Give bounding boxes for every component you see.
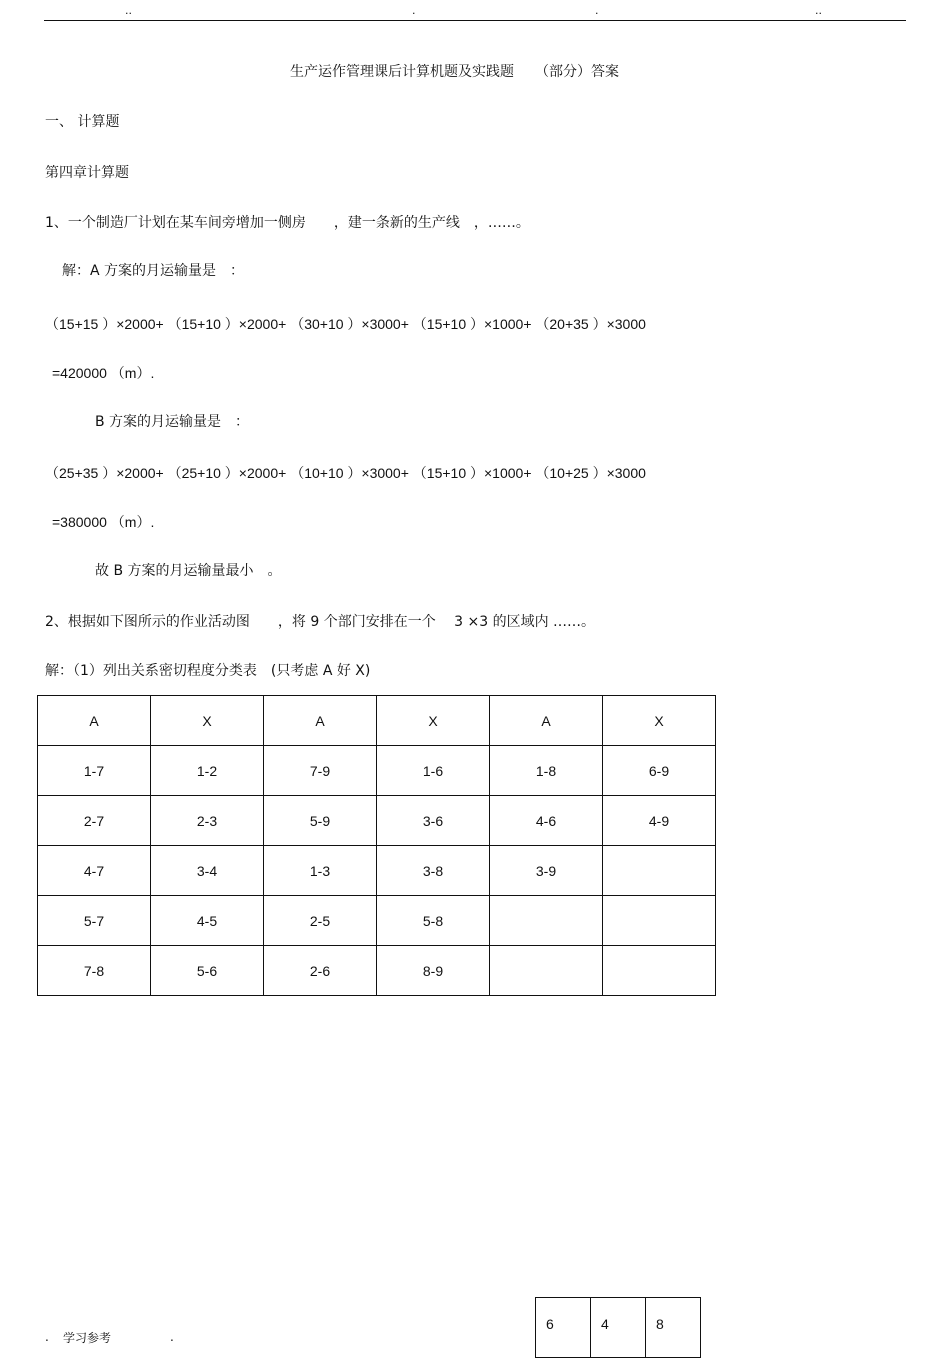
section-heading: 一、 计算题 — [45, 114, 120, 130]
q1-solution-b-result: =380000 （m）. — [52, 514, 155, 530]
q1-solution-b-label: B 方案的月运输量是 ： — [95, 414, 250, 430]
table-cell: 6-9 — [603, 746, 716, 796]
table-cell: 4-9 — [603, 796, 716, 846]
footer-text: 学习参考 — [63, 1331, 112, 1345]
table-cell: 4-6 — [490, 796, 603, 846]
q1-conclusion: 故 B 方案的月运输量最小 。 — [95, 563, 282, 579]
table-header-cell: A — [490, 696, 603, 746]
table-cell: 2-7 — [38, 796, 151, 846]
header-rule — [44, 20, 906, 21]
q1-statement: 1、一个制造厂计划在某车间旁增加一侧房 ，建一条新的生产线 ，……。 — [45, 215, 530, 231]
table-header-cell: X — [151, 696, 264, 746]
header-mark-3: . — [595, 4, 599, 17]
q1-solution-a-result: =420000 （m）. — [52, 365, 155, 381]
table-cell: 3-9 — [490, 846, 603, 896]
table-cell: 7-9 — [264, 746, 377, 796]
document-title: 生产运作管理课后计算机题及实践题 （部分）答案 — [290, 64, 619, 80]
chapter-heading: 第四章计算题 — [45, 165, 129, 181]
header-mark-1: .. — [125, 4, 132, 17]
table-cell: 5-7 — [38, 896, 151, 946]
table-row — [38, 946, 716, 996]
department-layout-grid — [535, 1297, 701, 1358]
table-cell: 1-6 — [377, 746, 490, 796]
q2-statement: 2、根据如下图所示的作业活动图 ，将 9 个部门安排在一个 3 ×3 的区域内 ……。 — [45, 614, 596, 630]
layout-row — [536, 1298, 701, 1358]
table-cell: 4-5 — [151, 896, 264, 946]
table-row — [38, 746, 716, 796]
table-cell — [603, 846, 716, 896]
q1-solution-a-label: 解：A 方案的月运输量是 ： — [62, 263, 245, 279]
layout-cell: 8 — [646, 1298, 701, 1358]
table-row — [38, 896, 716, 946]
table-cell: 7-8 — [38, 946, 151, 996]
table-header-cell: A — [264, 696, 377, 746]
layout-cell: 4 — [591, 1298, 646, 1358]
table-cell: 3-6 — [377, 796, 490, 846]
header-mark-4: .. — [815, 4, 822, 17]
layout-cell: 6 — [536, 1298, 591, 1358]
table-cell — [603, 896, 716, 946]
table-cell — [603, 946, 716, 996]
table-cell: 1-2 — [151, 746, 264, 796]
table-cell: 3-8 — [377, 846, 490, 896]
relationship-table — [37, 695, 716, 996]
footer-right-mark: . — [170, 1330, 174, 1344]
table-cell: 5-8 — [377, 896, 490, 946]
q1-solution-a-expression: （15+15 ）×2000+ （15+10 ）×2000+ （30+10 ）×3000+ （15+10 ）×1000+ （20+35 ）×3000 — [45, 316, 646, 332]
q1-solution-b-expression: （25+35 ）×2000+ （25+10 ）×2000+ （10+10 ）×3000+ （15+10 ）×1000+ （10+25 ）×3000 — [45, 465, 646, 481]
table-cell: 2-3 — [151, 796, 264, 846]
q2-solution-intro: 解：（1）列出关系密切程度分类表 (只考虑 A 好 X) — [45, 663, 371, 679]
table-cell: 5-9 — [264, 796, 377, 846]
table-header-cell: A — [38, 696, 151, 746]
table-header-cell: X — [377, 696, 490, 746]
table-row — [38, 846, 716, 896]
table-cell: 5-6 — [151, 946, 264, 996]
table-cell: 3-4 — [151, 846, 264, 896]
table-row — [38, 796, 716, 846]
table-cell — [490, 946, 603, 996]
header-mark-2: . — [412, 4, 416, 17]
table-cell: 4-7 — [38, 846, 151, 896]
table-cell: 1-3 — [264, 846, 377, 896]
table-cell: 2-6 — [264, 946, 377, 996]
table-cell: 1-7 — [38, 746, 151, 796]
table-cell — [490, 896, 603, 946]
table-cell: 1-8 — [490, 746, 603, 796]
table-header-cell: X — [603, 696, 716, 746]
table-header-row — [38, 696, 716, 746]
table-cell: 2-5 — [264, 896, 377, 946]
footer-left-mark: . — [45, 1330, 49, 1344]
table-cell: 8-9 — [377, 946, 490, 996]
